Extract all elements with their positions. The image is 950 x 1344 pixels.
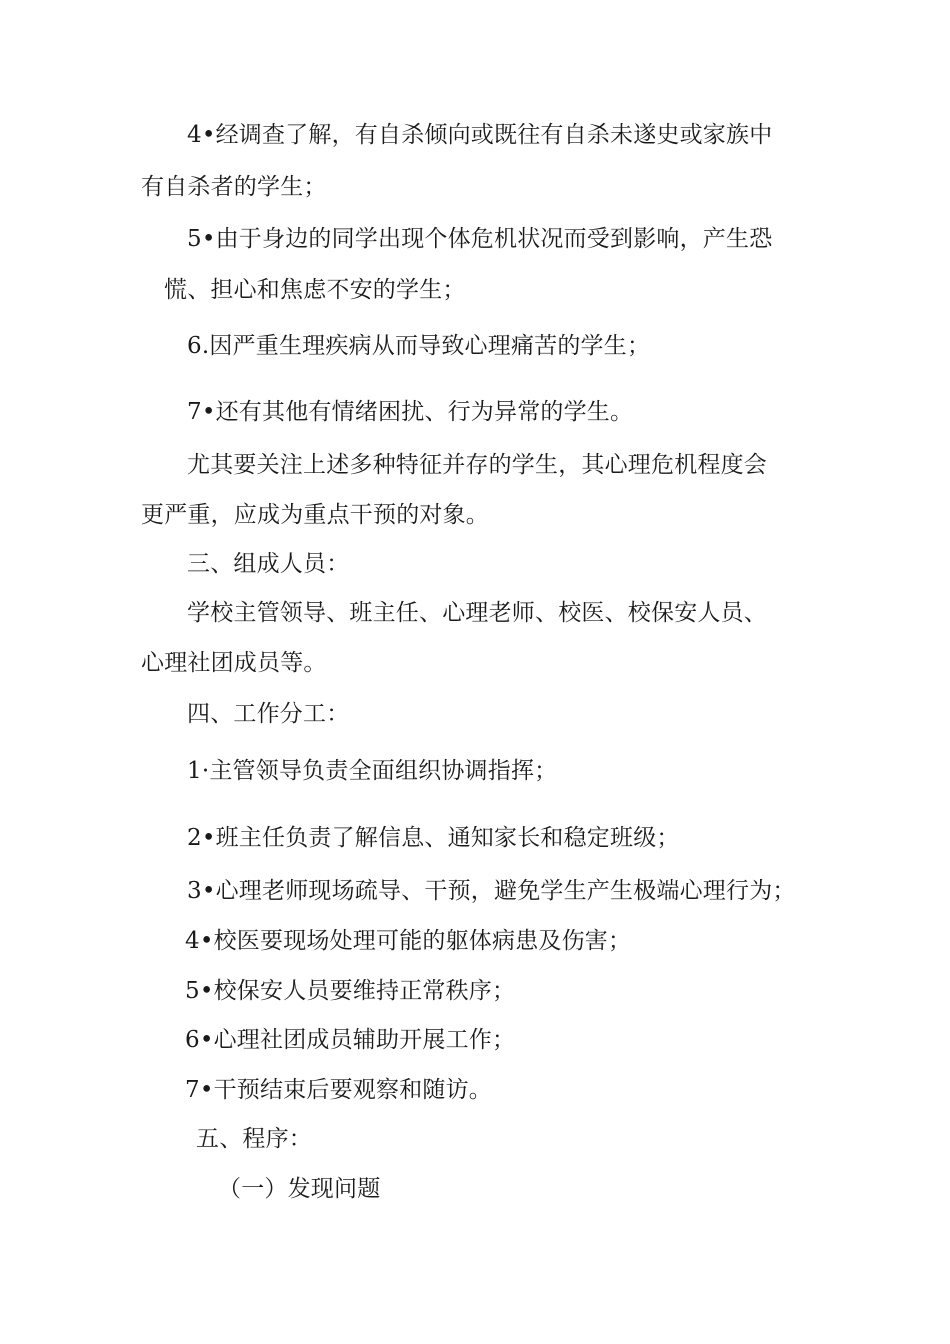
duty-item-7: 7•干预结束后要观察和随访。 <box>185 1077 492 1103</box>
paragraph-members-line-2: 心理社团成员等。 <box>141 650 327 676</box>
paragraph-item-5-line-2: 慌、担心和焦虑不安的学生； <box>164 277 466 303</box>
section-heading-5: 五、程序： <box>196 1126 312 1152</box>
subsection-heading-1: （一）发现问题 <box>218 1176 381 1202</box>
paragraph-item-4-line-1: 4•经调查了解，有自杀倾向或既往有自杀未遂史或家族中 <box>187 122 773 148</box>
duty-item-5: 5•校保安人员要维持正常秩序； <box>185 978 516 1004</box>
duty-item-4: 4•校医要现场处理可能的躯体病患及伤害； <box>185 928 632 954</box>
section-heading-4: 四、工作分工： <box>187 701 350 727</box>
duty-item-6: 6•心理社团成员辅助开展工作； <box>185 1027 516 1053</box>
section-heading-3: 三、组成人员： <box>187 551 350 577</box>
paragraph-item-4-line-2: 有自杀者的学生； <box>141 174 327 200</box>
paragraph-members-line-1: 学校主管领导、班主任、心理老师、校医、校保安人员、 <box>187 600 767 626</box>
paragraph-item-5-line-1: 5•由于身边的同学出现个体危机状况而受到影响，产生恐 <box>187 226 773 252</box>
duty-item-2: 2•班主任负责了解信息、通知家长和稳定班级； <box>187 825 680 851</box>
paragraph-item-7: 7•还有其他有情绪困扰、行为异常的学生。 <box>187 399 634 425</box>
duty-item-3: 3•心理老师现场疏导、干预，避免学生产生极端心理行为； <box>187 878 796 904</box>
duty-item-1: 1·主管领导负责全面组织协调指挥； <box>187 758 558 784</box>
paragraph-emphasis-line-2: 更严重，应成为重点干预的对象。 <box>141 502 489 528</box>
paragraph-item-6: 6.因严重生理疾病从而导致心理痛苦的学生； <box>187 333 651 359</box>
paragraph-emphasis-line-1: 尤其要关注上述多种特征并存的学生，其心理危机程度会 <box>187 452 767 478</box>
